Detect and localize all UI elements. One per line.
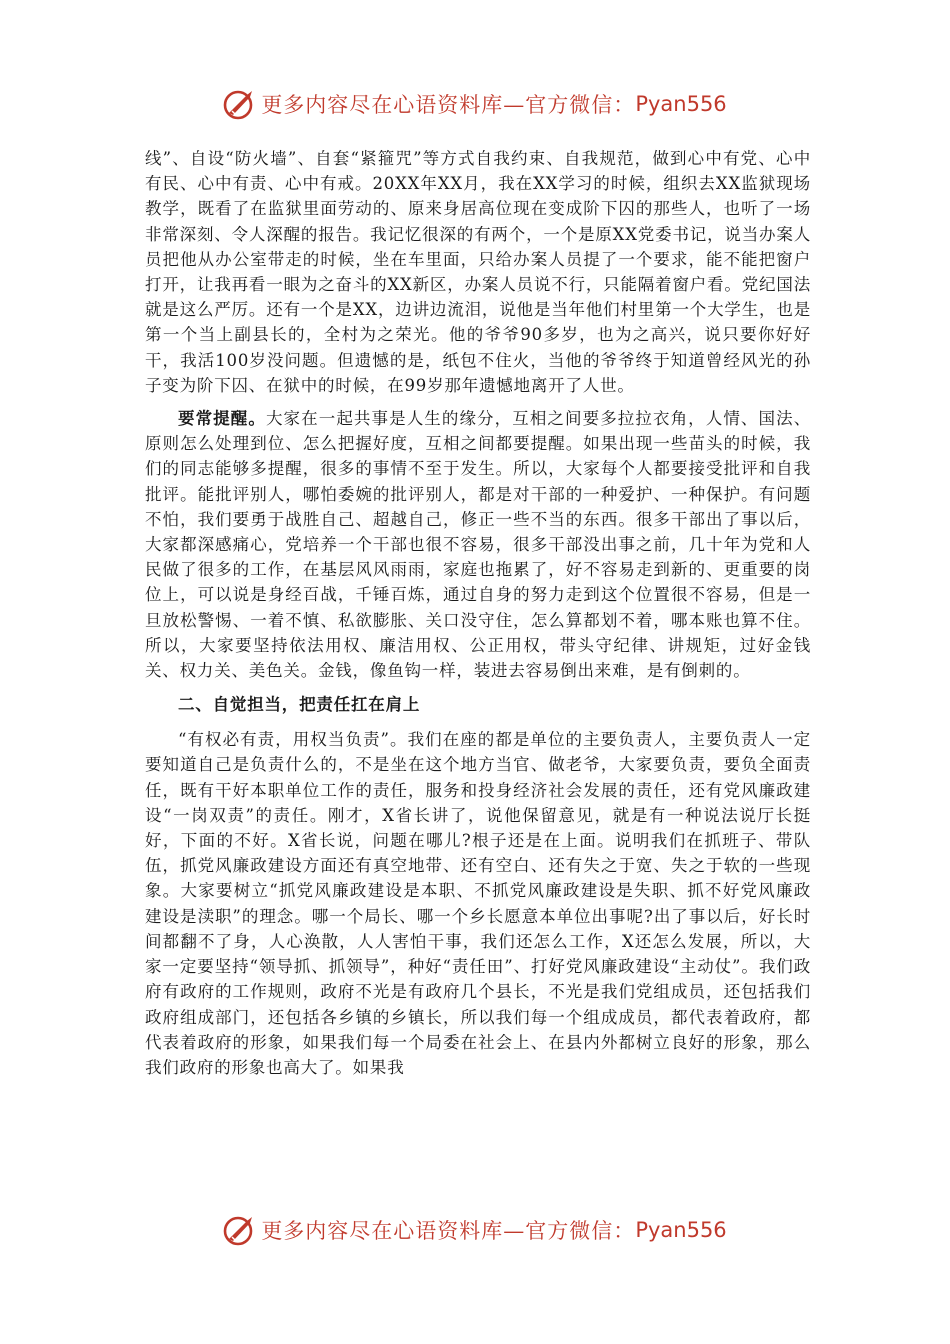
pen-logo-icon [223, 1213, 257, 1247]
section-heading: 二、自觉担当，把责任扛在肩上 [178, 695, 421, 715]
banner-text-cn: 更多内容尽在心语资料库—官方微信： [261, 1219, 636, 1243]
footer-watermark-banner [0, 1210, 950, 1250]
paragraph-2-text: 大家在一起共事是人生的缘分，互相之间要多拉拉衣角，人情、国法、原则怎么处理到位、怎么把握好度，互相之间都要提醒。如果出现一些苗头的时候，我们的同志能够多提醒，很多的事情不至于发生。所以，大家每个人都要接受批评和自我批评。能批评别人，哪怕委婉的批评别人，都是对干部的一种爱护、一种保护。有问题不怕，我们要勇于战胜自己、超越自己，修正一些不当的东西。很多干部出了事以后，大家都深感痛心，党培养一个干部也很不容易，很多干部没出事之前，几十年为党和人民做了很多的工作，在基层风风雨雨，家庭也拖累了，好不容易走到新的、更重要的岗位上，可以说是身经百战，千锤百炼，通过自身的努力走到这个位置很不容易，但是一旦放松警惕、一着不慎、私欲膨胀、关口没守住，怎么算都划不着，哪本账也算不住。所以，大家要坚持依法用权、廉洁用权、公正用权，带头守纪律、讲规矩，过好金钱关、权力关、美色关。金钱，像鱼钩一样，装进去容易倒出来难，是有倒刺的。 [145, 409, 812, 681]
pen-logo-icon [223, 87, 257, 121]
paragraph-1: 线”、自设“防火墙”、自套“紧箍咒”等方式自我约束、自我规范，做到心中有党、心中有民、心中有责、心中有戒。20XX年XX月，我在XX学习的时候，组织去XX监狱现场教学，既看了在监狱里面劳动的、原来身居高位现在变成阶下囚的那些人，也听了一场非常深刻、令人深醒的报告。我记忆很深的有两个，一个是原XX党委书记，说当办案人员把他从办公室带走的时候，坐在车里面，只给办案人员提了一个要求，能不能把窗户打开，让我再看一眼为之奋斗的XX新区，办案人员说不行，只能隔着窗户看。党纪国法就是这么严厉。还有一个是XX，边讲边流泪，说他是当年他们村里第一个大学生，也是第一个当上副县长的，全村为之荣光。他的爷爷90多岁，也为之高兴，说只要你好好干，我活100岁没问题。但遗憾的是，纸包不住火，当他的爷爷终于知道曾经风光的孙子变为阶下囚、在狱中的时候，在99岁那年遗憾地离开了人世。 [145, 149, 811, 395]
paragraph-2 [145, 406, 811, 683]
banner-text-cn: 更多内容尽在心语资料库—官方微信： [261, 93, 636, 117]
banner-text-en: Pyan556 [635, 92, 727, 116]
document-body [145, 146, 811, 1080]
header-watermark-banner [0, 84, 950, 124]
banner-text-en: Pyan556 [635, 1218, 727, 1242]
paragraph-2-lead: 要常提醒。 [178, 409, 266, 429]
paragraph-3: “有权必有责，用权当负责”。我们在座的都是单位的主要负责人，主要负责人一定要知道自己是负责什么的，不是坐在这个地方当官、做老爷，大家要负责，要负全面责任，既有干好本职单位工作的责任，服务和投身经济社会发展的责任，还有党风廉政建设“一岗双责”的责任。刚才，X省长讲了，说他保留意见，就是有一种说法说厅长挺好，下面的不好。X省长说，问题在哪儿?根子还是在上面。说明我们在抓班子、带队伍，抓党风廉政建设方面还有真空地带、还有空白、还有失之于宽、失之于软的一些现象。大家要树立“抓党风廉政建设是本职、不抓党风廉政建设是失职、抓不好党风廉政建设是渎职”的理念。哪一个局长、哪一个乡长愿意本单位出事呢?出了事以后，好长时间都翻不了身，人心涣散，人人害怕干事，我们还怎么工作，X还怎么发展，所以，大家一定要坚持“领导抓、抓领导”，种好“责任田”、打好党风廉政建设“主动仗”。我们政府有政府的工作规则，政府不光是有政府几个县长，不光是我们党组成员，还包括我们政府组成部门，还包括各乡镇的乡镇长，所以我们每一个组成成员，都代表着政府，都代表着政府的形象，如果我们每一个局委在社会上、在县内外都树立良好的形象，那么我们政府的形象也高大了。如果我 [145, 730, 811, 1077]
